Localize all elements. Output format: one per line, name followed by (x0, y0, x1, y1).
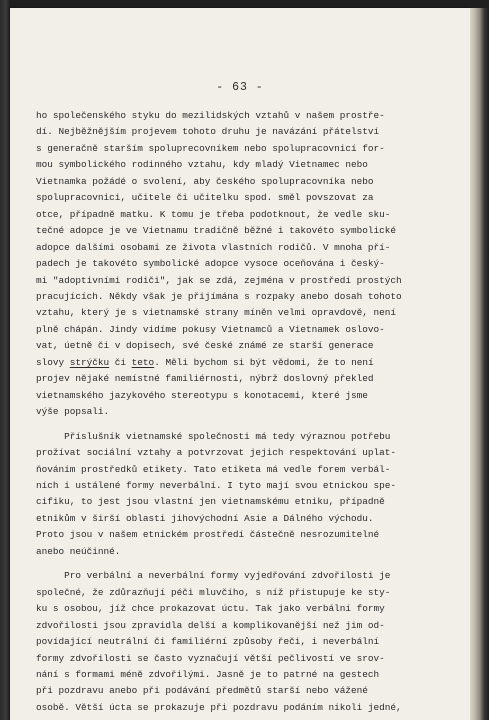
text-line: otce, případně matku. K tomu je třeba podotknout, že vedle sku- (36, 208, 391, 220)
text-line: pracujících. Někdy však je přijímána s rozpaky anebo dosah tohoto (36, 290, 402, 302)
text-line: spolupracovnici, učitele či učitelku spod. směl povszovat za (36, 192, 374, 204)
text-line: etnikům v širší oblasti jihovýchodní Asie a Dálného východu. (36, 512, 374, 524)
text-line: mi "adoptivními rodiči", jak se zdá, zejména v prostředí prostých (36, 274, 402, 286)
text-line: Proto jsou v našem etnickém prostředí částečně nesrozumitelné (36, 529, 380, 541)
text-line: výše popsali. (36, 406, 110, 418)
text-line: ních i ustálené formy neverbální. I tyto mají svou etnickou spe- (36, 479, 397, 491)
text-line: formy zdvořilosti se často vyznačují větší pečlivostí ve srov- (36, 652, 385, 664)
text-line: mou symbolického rodinného vztahu, kdy mladý Vietnamec nebo (36, 159, 368, 171)
text-line: ho společenského styku do mezilidských vztahů v našem prostře- (36, 110, 385, 121)
text-line: vietnamského jazykového stereotypu s konotacemi, které jsme (36, 389, 368, 401)
text-line: prožívat sociální vztahy a potvrzovat jejich respektování uplat- (36, 447, 397, 459)
text-line: cifiku, to jest jsou vlastní jen vietnamskému etniku, případně (36, 496, 385, 508)
paragraph (36, 108, 436, 421)
text-line: povídající neutrální či familiérní způsoby řeči, i neverbální (36, 636, 380, 648)
text-line: s generačně starším spoluprecovníkem nebo spolupracovnicí for- (36, 142, 385, 154)
text-line: Příslušník vietnamské společnosti má tedy výraznou potřebu (36, 430, 391, 442)
binding-edge (470, 8, 489, 720)
text-line: nání s formami méně zdvořilými. Jasně je to patrné na gestech (36, 668, 380, 680)
text-line: ňováním prostředků etikety. Tato etiketa má vedle forem verbál- (36, 463, 391, 475)
text-line: při pozdravu anebo při podávání předmětů starší nebo vážené (36, 685, 368, 697)
text-line: ku s osobou, jíž chce prokazovat úctu. Tak jako verbální formy (36, 603, 385, 615)
text-line: padech je takovéto symbolické adopce vysoce oceňována i český- (36, 258, 385, 270)
document-page (10, 8, 470, 720)
text-line: společné, že zdůrazňují péči mluvčího, s níž přistupuje ke sty- (36, 586, 391, 598)
text-line: vztahu, který je s vietnamské strany míněn velmi opravdově, není (36, 307, 397, 319)
paragraph-gap (36, 421, 436, 429)
text-line: vat, úetně či v dopisech, své české známé ze starší generace (36, 340, 374, 352)
body-text (36, 108, 436, 716)
paragraph (36, 568, 436, 716)
page-number: - 63 - (216, 81, 264, 94)
text-line: plně chápán. Jindy vidíme pokusy Vietnamců a Vietnamek oslovo- (36, 323, 385, 335)
text-line: projev nějaké nemístné familiérnosti, nýbrž doslovný překled (36, 373, 374, 385)
text-line: adopce dalšími osobami ze života vlastních rodičů. V mnoha pří- (36, 241, 391, 253)
text-line: Vietnamka požádé o svolení, aby českého spolupracovníka nebo (36, 175, 374, 187)
text-line: tečné adopce je ve Vietnamu tradičně běžné i takovéto symbolické (36, 225, 397, 237)
paragraph-gap (36, 560, 436, 568)
text-line: anebo neúčinné. (36, 545, 121, 557)
text-line: osobě. Větší úcta se prokazuje při pozdravu podáním nikoli jedné, (36, 701, 402, 713)
text-line: slovy strýčku či teto. Měli bychom si být vědomi, že to není (36, 356, 374, 368)
paragraph (36, 429, 436, 561)
text-line: dí. Nejběžnějším projevem tohoto druhu je navázání přátelství (36, 126, 380, 138)
text-line: zdvořilosti jsou zpravidla delší a komplikovanější než jim od- (36, 619, 385, 631)
text-line: Pro verbální a neverbální formy vyjedřování zdvořilosti je (36, 570, 391, 582)
